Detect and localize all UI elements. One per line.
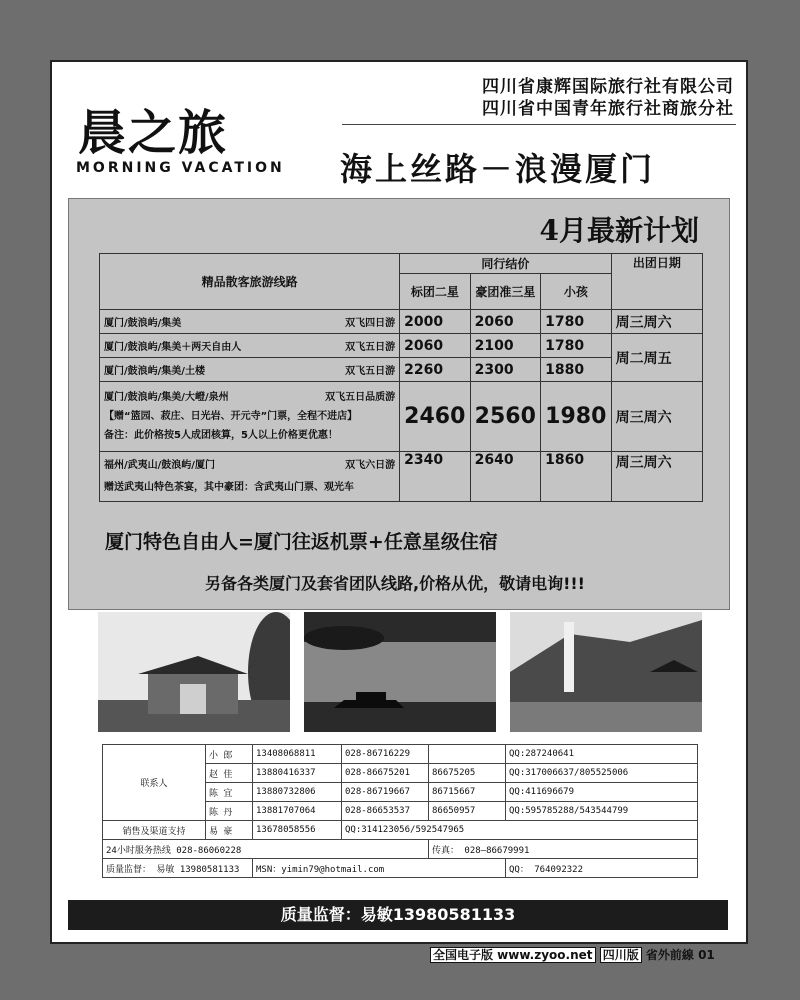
table-row: 福州/武夷山/鼓浪屿/厦门 双飞六日游 赠送武夷山特色茶宴，其中豪团：含武夷山门票、观光车 2340 2640 1860 周三周六: [100, 452, 703, 502]
table-row: 厦门/鼓浪屿/集美 双飞四日游 2000 2060 1780 周三周六: [100, 310, 703, 334]
footer: [430, 946, 715, 963]
ad-page: [50, 60, 748, 944]
more-routes-line: 另备各类厦门及套省团队线路,价格从优，敬请电询!!!: [205, 574, 585, 593]
footer-edition: 四川版: [600, 947, 642, 963]
quality-contact: 质量监督： 易敏 13980581133: [103, 859, 253, 878]
gate-photo: [98, 612, 290, 732]
col-group: 同行结价: [400, 254, 612, 274]
quality-qq: QQ： 764092322: [506, 859, 698, 878]
company-line2: 四川省中国青年旅行社商旅分社: [482, 99, 734, 119]
col-route: 精品散客旅游线路: [100, 254, 400, 310]
photo-strip: [98, 612, 704, 732]
col-date: 出团日期: [611, 254, 702, 310]
table-row: 厦门/鼓浪屿/集美＋两天自由人 双飞五日游 2060 2100 1780 周二周五: [100, 334, 703, 358]
free-travel-line: 厦门特色自由人=厦门往返机票+任意星级住宿: [105, 531, 498, 553]
fax: 传真： 028—86679991: [429, 840, 698, 859]
logo-cn: 晨之旅: [78, 105, 229, 161]
hotline: 24小时服务热线 028-86060228: [103, 840, 429, 859]
divider: [342, 124, 736, 125]
company-line1: 四川省康辉国际旅行社有限公司: [482, 77, 734, 97]
sea-boat-photo: [304, 612, 496, 732]
msn: MSN：yimin79@hotmail.com: [253, 859, 506, 878]
pagoda-photo: [510, 612, 702, 732]
routes-table: [99, 253, 703, 502]
col-lux: 豪团准三星: [470, 274, 541, 310]
col-std: 标团二星: [400, 274, 471, 310]
plan-panel: [68, 198, 730, 610]
slogan: 海上丝路－浪漫厦门: [340, 150, 656, 188]
table-row: 厦门/鼓浪屿/集美/土楼 双飞五日游 2260 2300 1880: [100, 358, 703, 382]
footer-site[interactable]: 全国电子版 www.zyoo.net: [430, 947, 596, 963]
logo-en: MORNING VACATION: [76, 160, 285, 176]
contact-table: 联系人 小 郎 13408068811 028-86716229 QQ:287240641 赵 佳 13880416337 028-86675201 86675205 QQ:317006637/805525006 陈 宜 13880732806 028-86719667 86715667 QQ:411696679 陈 丹 13881707064 028-86653537 86650957 QQ:595785288/543544799 销售及渠道支持 易 豪 13678058556 QQ:314123056/592547965 24小时服务热线 028-86060228 传真： 028—86679991 质量监督： 易敏 13980581133 MSN：yimin79@hotmail.com QQ： 764092322: [102, 744, 698, 878]
col-child: 小孩: [541, 274, 612, 310]
brand-logo: [72, 88, 302, 188]
plan-title: 4月最新计划: [539, 214, 699, 247]
table-row: 厦门/鼓浪屿/集美/大嶝/泉州 双飞五日品质游 【赠“篮园、菽庄、日光岩、开元寺”门票，全程不进店】 备注：此价格按5人成团核算，5人以上价格更优惠！ 2460 2560 1980 周三周六: [100, 382, 703, 452]
contact-label: 联系人: [103, 745, 206, 821]
company-names: [482, 76, 734, 120]
bottom-bar: 质量监督：易敏13980581133: [68, 900, 728, 930]
footer-section: 省外前線 01: [645, 948, 715, 962]
